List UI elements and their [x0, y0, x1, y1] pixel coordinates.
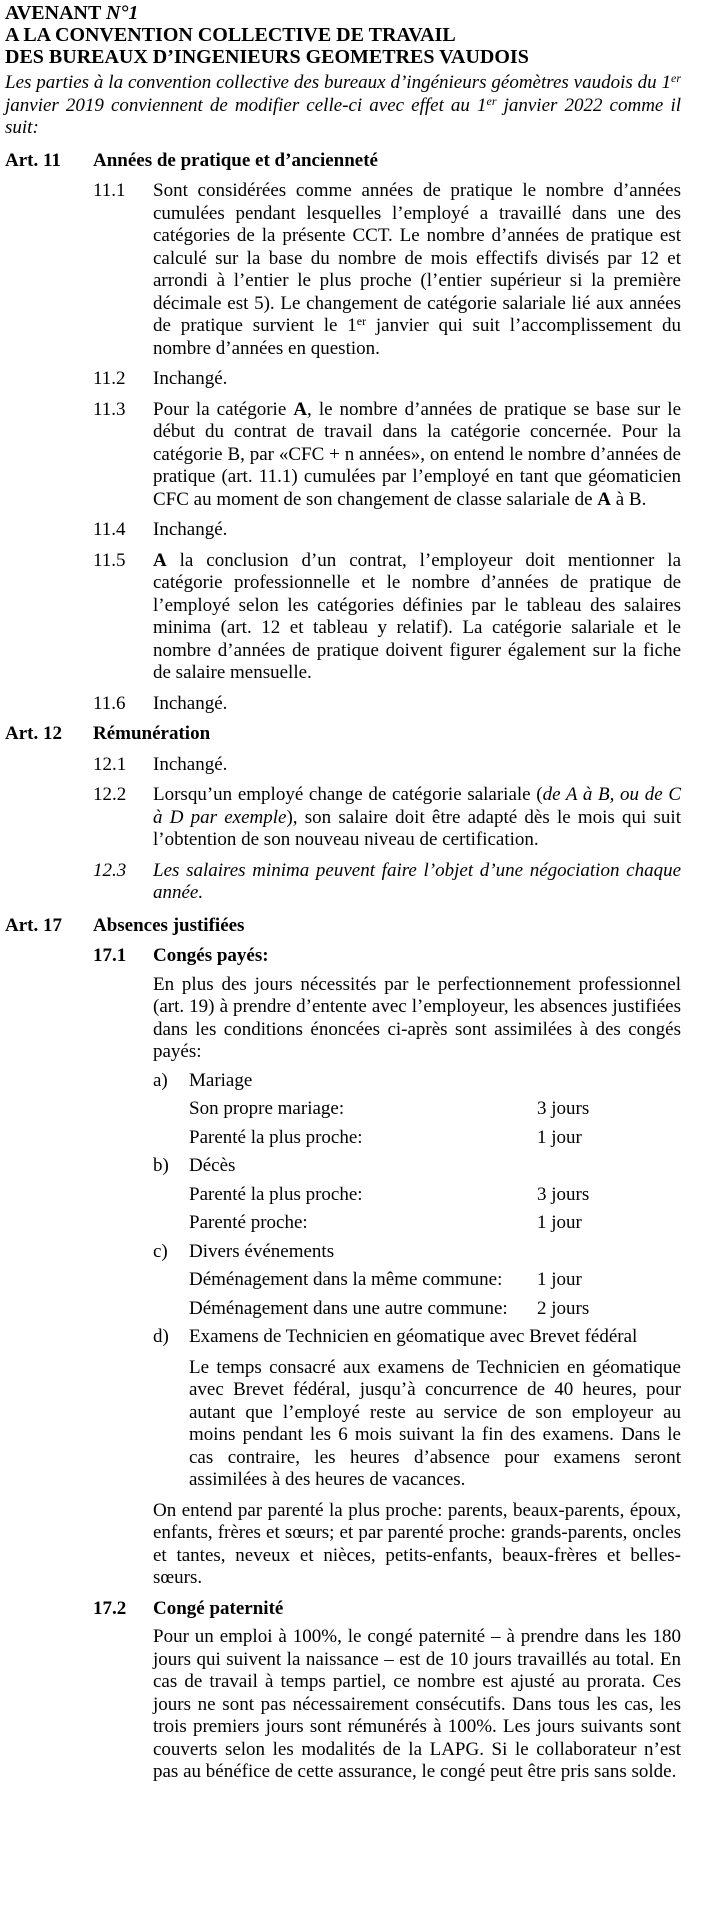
article-number: Art. 17 — [5, 914, 62, 936]
article-title: Absences justifiées — [93, 914, 245, 936]
paragraph-11-4: 11.4 Inchangé. — [93, 519, 228, 540]
document-title — [5, 2, 681, 68]
paragraph-11-5: 11.5 A la conclusion d’un contrat, l’employeur doit mentionner la catégorie professionnelle et le nombre d’années de pratique de l’employé selon les catégories définies par le tableau des salaires minima (art. 12 et tableau y relatif). La catégorie salariale et le nombre d’années de pratique doivent figurer également sur la fiche de salaire mensuelle. — [93, 549, 681, 683]
section-17-2-text: Pour un emploi à 100%, le congé paternité – à prendre dans les 180 jours qui suivent la naissance – est de 10 jours travaillés au total. En cas de travail à temps partiel, ce nombre est ajusté au prorata. Ces jours ne sont pas nécessairement consécutifs. Dans tous les cas, les trois premiers jours sont rémunérés à 100%. Les jours suivants sont couverts selon les modalités de la LAPG. Si le collaborateur n’est pas au bénéfice de cette assurance, le congé peut être pris sans solde. — [153, 1626, 681, 1782]
list-item-d: d) Examens de Technicien en géomatique avec Brevet fédéral — [153, 1326, 638, 1347]
paragraph-12-3: 12.3 Les salaires minima peuvent faire l’objet d’une négociation chaque année. — [93, 859, 681, 903]
row-death-closest-relative: Parenté la plus proche: 3 jours — [189, 1183, 590, 1205]
intro-paragraph: Les parties à la convention collective des bureaux d’ingénieurs géomètres vaudois du 1er janvier 2019 conviennent de modifier celle-ci avec effet au 1er janvier 2022 comme il suit: — [5, 71, 682, 138]
parente-definition: On entend par parenté la plus proche: parents, beaux-parents, époux, enfants, frères et sœurs; et par parenté proche: grands-parents, oncles et tantes, neveux et nièces, petits-enfants, beaux-frères et belles-sœurs. — [153, 1499, 681, 1588]
title-line-2: A LA CONVENTION COLLECTIVE DE TRAVAIL — [5, 24, 456, 46]
article-title: Rémunération — [93, 723, 211, 744]
paragraph-11-3: 11.3 Pour la catégorie A, le nombre d’années de pratique se base sur le début du contrat de travail dans la catégorie concernée. Pour la catégorie B, par «CFC + n années», on entend le nombre d’années de pratique (art. 11.1) cumulées par l’employé en tant que géomaticien CFC au moment de son changement de classe salariale de A à B. — [93, 398, 681, 510]
paragraph-12-1: 12.1 Inchangé. — [93, 753, 228, 775]
article-title: Années de pratique et d’ancienneté — [93, 149, 378, 171]
document-page — [5, 0, 681, 1784]
paragraph-11-6: 11.6 Inchangé. — [93, 692, 228, 714]
row-move-other-commune: Déménagement dans une autre commune: 2 jours — [189, 1297, 590, 1319]
row-own-marriage: Son propre mariage: 3 jours — [189, 1098, 590, 1119]
title-line-3: DES BUREAUX D’INGENIEURS GEOMETRES VAUDOIS — [5, 46, 529, 68]
row-move-same-commune: Déménagement dans la même commune: 1 jour — [189, 1269, 582, 1290]
paragraph-11-1: 11.1 Sont considérées comme années de pratique le nombre d’années cumulées pendant lesquelles l’employé a travaillé dans une des catégories de la présente CCT. Le nombre d’années de pratique est calculé sur la base du nombre de mois effectifs divisés par 12 et arrondi à l’entier le plus proche (l’entier supérieur si la première décimale est 5). Le changement de catégorie salariale lié aux années de pratique survient le 1er janvier qui suit l’accomplissement du nombre d’années en question. — [93, 180, 682, 359]
article-number: Art. 12 — [5, 723, 62, 744]
paragraph-11-2: 11.2 Inchangé. — [93, 368, 228, 389]
row-death-close-relative: Parenté proche: 1 jour — [189, 1212, 582, 1233]
article-number: Art. 11 — [5, 149, 61, 171]
row-marriage-close-relative: Parenté la plus proche: 1 jour — [189, 1126, 582, 1148]
article-17-heading — [5, 915, 681, 938]
section-17-1-heading: 17.1 Congés payés: — [93, 945, 269, 966]
list-item-a: a) Mariage — [153, 1069, 253, 1091]
title-line-1: AVENANT N°1 — [5, 2, 139, 24]
article-12-heading — [5, 723, 681, 746]
section-17-1-intro: En plus des jours nécessités par le perfectionnement professionnel (art. 19) à prendre d’entente avec l’employeur, les absences justifiées dans les conditions énoncées ci-après sont assimilées à des congés payés: — [153, 973, 681, 1062]
exam-paragraph: Le temps consacré aux examens de Technicien en géomatique avec Brevet fédéral, jusqu’à concurrence de 40 heures, pour autant que l’employé reste au service de son employeur au moins pendant les 6 mois suivant la fin des examens. Dans le cas contraire, les heures d’absence pour examens seront assimilées à des heures de vacances. — [189, 1356, 681, 1490]
title-number: N°1 — [105, 2, 139, 24]
article-11-heading — [5, 150, 681, 173]
list-item-b: b) Décès — [153, 1155, 236, 1176]
section-17-2-heading: 17.2 Congé paternité — [93, 1597, 284, 1619]
paragraph-12-2: 12.2 Lorsqu’un employé change de catégorie salariale (de A à B, ou de C à D par exemple), son salaire doit être adapté dès le mois qui suit l’obtention de son nouveau niveau de certification. — [93, 784, 681, 850]
list-item-c: c) Divers événements — [153, 1240, 335, 1262]
